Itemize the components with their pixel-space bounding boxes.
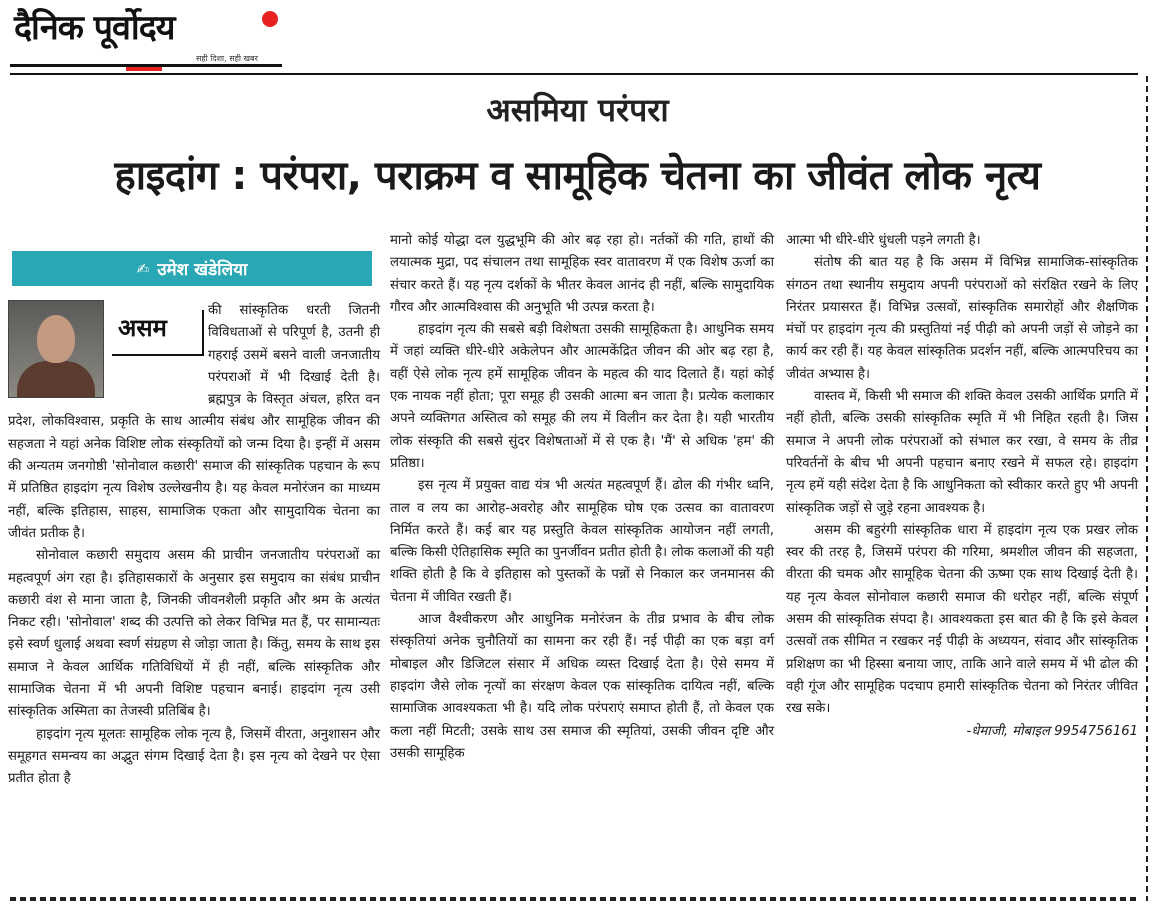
byline-bar [12, 251, 372, 286]
article-column-2 [390, 230, 774, 765]
author-name: उमेश खंडेलिया [157, 260, 248, 280]
paragraph: इस नृत्य में प्रयुक्त वाद्य यंत्र भी अत्यंत महत्वपूर्ण हैं। ढोल की गंभीर ध्वनि, ताल व लय का आरोह-अवरोह और सामूहिक घोष एक उत्सव का वातावरण निर्मित करते हैं। कई बार यह प्रस्तुति केवल सांस्कृतिक आयोजन नहीं लगती, बल्कि किसी ऐतिहासिक स्मृति का पुनर्जीवन प्रतीत होती है। लोक कलाओं की यही शक्ति होती है कि वे इतिहास को पुस्तकों के पन्नों से निकाल कर जनमानस की चेतना में जीवित रखती हैं। [390, 478, 774, 605]
paragraph: की सांस्कृतिक धरती जितनी विविधताओं से परिपूर्ण है, उतनी ही गहराई उसमें बसने वाली जनजातीय परंपराओं में भी दिखाई देती है। ब्रह्मपुत्र के विस्तृत अंचल, हरित वन प्रदेश, लोकविश्वास, प्रकृति के साथ आत्मीय संबंध और सामूहिक जीवन की सहजता ने यहां अनेक विशिष्ट लोक संस्कृतियों को जन्म दिया है। इन्हीं में असम की अन्यतम जनगोष्ठी 'सोनोवाल कछारी' समाज की सांस्कृतिक पहचान के रूप में प्रतिष्ठित हाइदांग नृत्य विशेष उल्लेखनीय है। यह केवल मनोरंजन का माध्यम नहीं, बल्कि इतिहास, साहस, सामाजिक एकता और सामुदायिक चेतना का जीवंत प्रतीक है। [8, 303, 380, 541]
article-column-3 [786, 230, 1138, 743]
right-divider [1146, 76, 1148, 901]
paragraph: आज वैश्वीकरण और आधुनिक मनोरंजन के तीव्र प्रभाव के बीच लोक संस्कृतियां अनेक चुनौतियों का सामना कर रही हैं। नई पीढ़ी का एक बड़ा वर्ग मोबाइल और डिजिटल संसार में अधिक व्यस्त दिखाई देता है। ऐसे समय में हाइदांग जैसे लोक नृत्यों का संरक्षण केवल एक सांस्कृतिक दायित्व नहीं, बल्कि सामाजिक आवश्यकता भी है। यदि लोक परंपराएं समाप्त होती हैं, तो केवल एक कला नहीं मिटती; उसके साथ उस समाज की स्मृतियां, उसकी जीवन दृष्टि और उसकी सामूहिक [390, 612, 774, 761]
paragraph: हाइदांग नृत्य मूलतः सामूहिक लोक नृत्य है, जिसमें वीरता, अनुशासन और समूहगत समन्वय का अद्भुत संगम दिखाई देता है। इस नृत्य को देखने पर ऐसा प्रतीत होता है [8, 726, 380, 787]
dropcap-word: असम [112, 310, 204, 356]
masthead [0, 0, 1155, 76]
paragraph: हाइदांग नृत्य की सबसे बड़ी विशेषता उसकी सामूहिकता है। आधुनिक समय में जहां व्यक्ति धीरे-धीरे अकेलेपन और आत्मकेंद्रित जीवन की ओर बढ़ रहा है, वहीं ऐसे लोक नृत्य हमें सामूहिक जीवन के महत्व की याद दिलाते हैं। यहां कोई एक नायक नहीं होता; पूरा समूह ही उसकी आत्मा बन जाता है। प्रत्येक कलाकार अपने व्यक्तिगत अस्तित्व को समूह की लय में विलीन कर देता है। यही भारतीय लोक संस्कृति की सबसे सुंदर विशेषताओं में से एक है। 'मैं' से अधिक 'हम' की प्रतिष्ठा। [390, 322, 774, 471]
top-divider [10, 73, 1138, 75]
article-column-1 [8, 300, 380, 791]
paragraph: मानो कोई योद्धा दल युद्धभूमि की ओर बढ़ रहा हो। नर्तकों की गति, हाथों की लयात्मक मुद्रा, पद संचालन तथा सामूहिक स्वर वातावरण में एक विशेष ऊर्जा का संचार करते हैं। यह नृत्य दर्शकों के भीतर केवल आनंद ही नहीं, बल्कि सामुदायिक गौरव और आत्मविश्वास की अनुभूति भी उत्पन्न करता है। [390, 233, 774, 315]
author-signature: -धेमाजी, मोबाइल 9954756161 [966, 723, 1138, 739]
paragraph: असम की बहुरंगी सांस्कृतिक धारा में हाइदांग नृत्य एक प्रखर लोक स्वर की तरह है, जिसमें परंपरा की गरिमा, श्रमशील जीवन की सहजता, वीरता की चमक और सामूहिक चेतना की ऊष्मा एक साथ दिखाई देती है। यह नृत्य केवल सोनोवाल कछारी समाज की धरोहर नहीं, बल्कि संपूर्ण असम की सांस्कृतिक संपदा है। आवश्यकता इस बात की है कि इसे केवल उत्सवों तक सीमित न रखकर नई पीढ़ी के अध्ययन, संवाद और सांस्कृतिक प्रशिक्षण का भी हिस्सा बनाया जाए, ताकि आने वाले समय में भी ढोल की वही गूंज और सामूहिक पदचाप हमारी सांस्कृतिक चेतना को निरंतर जीवित रख सके। [786, 522, 1138, 717]
article-headline: हाइदांग : परंपरा, पराक्रम व सामूहिक चेतना का जीवंत लोक नृत्य [114, 153, 1041, 199]
bottom-divider [10, 897, 1138, 901]
paragraph: संतोष की बात यह है कि असम में विभिन्न सामाजिक-सांस्कृतिक संगठन तथा स्थानीय समुदाय अपनी परंपराओं को संरक्षित रखने के लिए निरंतर प्रयासरत हैं। विभिन्न उत्सवों, सांस्कृतिक समारोहों और शैक्षणिक मंचों पर हाइदांग नृत्य की प्रस्तुतियां नई पीढ़ी को अपनी जड़ों से जोड़ने का कार्य कर रही हैं। यह केवल सांस्कृतिक प्रदर्शन नहीं, बल्कि आत्मपरिचय का जीवंत अभ्यास है। [786, 255, 1138, 382]
paragraph: सोनोवाल कछारी समुदाय असम की प्राचीन जनजातीय परंपराओं का महत्वपूर्ण अंग रहा है। इतिहासकारों के अनुसार इस समुदाय का संबंध प्राचीन कछारी वंश से माना जाता है, जिनकी जीवनशैली प्रकृति और श्रम के अत्यंत निकट रही। 'सोनोवाल' शब्द की उत्पत्ति को लेकर विभिन्न मत हैं, पर सामान्यतः इसे स्वर्ण धुलाई अथवा स्वर्ण संग्रहण से जोड़ा जाता है। किंतु, समय के साथ इस समाज ने केवल आर्थिक गतिविधियों में ही नहीं, बल्कि सांस्कृतिक और सामाजिक चेतना में भी अपनी विशिष्ट पहचान बनाई। हाइदांग नृत्य उसी सांस्कृतिक अस्मिता का तेजस्वी प्रतिबिंब है। [8, 548, 380, 720]
logo-accent-bar [126, 67, 162, 71]
newspaper-tagline: सही दिशा, सही खबर [196, 54, 258, 63]
newspaper-logo: दैनिक पूर्वोदय [14, 8, 175, 48]
article-kicker: असमिया परंपरा [486, 91, 669, 129]
pen-icon: ✍ [136, 259, 150, 278]
logo-dot-icon [262, 11, 278, 27]
paragraph: आत्मा भी धीरे-धीरे धुंधली पड़ने लगती है। [786, 233, 981, 248]
paragraph: वास्तव में, किसी भी समाज की शक्ति केवल उसकी आर्थिक प्रगति में नहीं होती, बल्कि उसकी सांस्कृतिक स्मृति में भी निहित रहती है। जिस समाज ने अपनी लोक परंपराओं को संभाल कर रखा, वे समय के तीव्र परिवर्तनों के बीच भी अपनी पहचान बनाए रखने में सफल रहे। हाइदांग नृत्य हमें यही संदेश देता है कि आधुनिकता को स्वीकार करते हुए भी अपनी सांस्कृतिक जड़ों से जुड़े रहना आवश्यक है। [786, 389, 1138, 516]
